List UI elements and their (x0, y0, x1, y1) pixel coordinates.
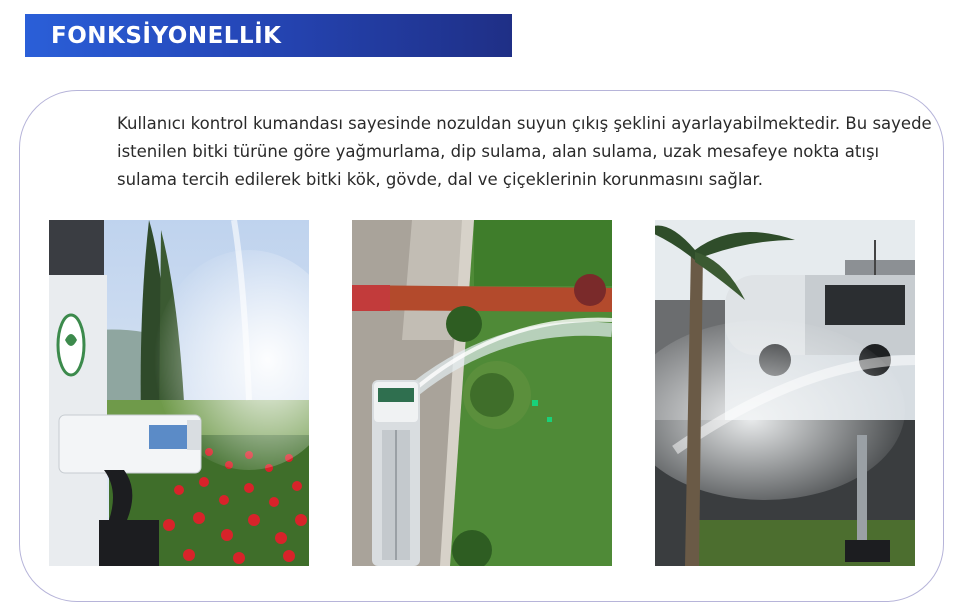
aerial-tanker-watering-lawn-photo (352, 220, 612, 566)
section-title: FONKSİYONELLİK (51, 22, 282, 49)
tanker-spraying-palm-photo (655, 220, 915, 566)
nozzle-spraying-tulips-photo (49, 220, 309, 566)
section-title-bar (25, 14, 512, 57)
description-text: Kullanıcı kontrol kumandası sayesinde nozuldan suyun çıkış şeklini ayarlayabilmektedir. Bu sayede istenilen bitki türüne göre yağmurlama, dip sulama, alan sulama, uzak mesafeye nokta atışı sulama tercih edilerek bitki kök, gövde, dal ve çiçeklerinin korunmasını sağlar. (117, 114, 932, 189)
